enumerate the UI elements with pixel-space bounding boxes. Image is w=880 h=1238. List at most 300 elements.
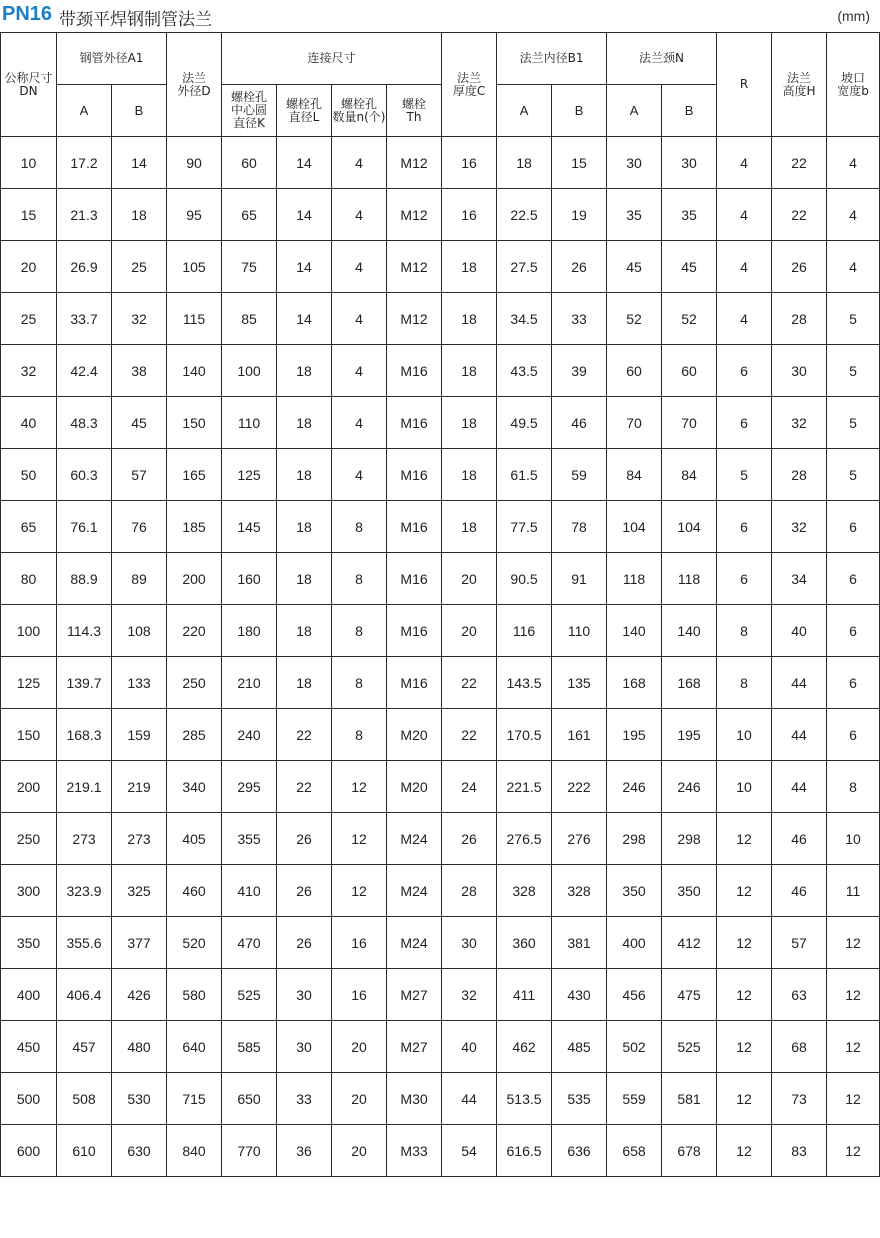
table-cell: 381 [552, 917, 607, 969]
table-cell: 4 [717, 293, 772, 345]
table-row [1, 501, 880, 553]
table-cell: 600 [1, 1125, 57, 1177]
table-cell: 26 [772, 241, 827, 293]
table-cell: 295 [222, 761, 277, 813]
table-cell: 6 [827, 501, 880, 553]
table-cell: 10 [1, 137, 57, 189]
table-cell: 105 [167, 241, 222, 293]
table-row [1, 1021, 880, 1073]
table-cell: 52 [607, 293, 662, 345]
header-n: 螺栓孔 数量n(个) [332, 85, 387, 137]
header-b1: 法兰内径B1 [497, 33, 607, 85]
table-cell: 60 [662, 345, 717, 397]
table-cell: 210 [222, 657, 277, 709]
table-cell: 33 [277, 1073, 332, 1125]
table-cell: 18 [277, 449, 332, 501]
table-cell: M12 [387, 189, 442, 241]
table-cell: 485 [552, 1021, 607, 1073]
table-cell: 40 [772, 605, 827, 657]
table-cell: 8 [332, 553, 387, 605]
table-cell: 200 [1, 761, 57, 813]
table-cell: 139.7 [57, 657, 112, 709]
table-cell: 525 [222, 969, 277, 1021]
table-cell: 32 [442, 969, 497, 1021]
table-cell: 35 [607, 189, 662, 241]
table-cell: 22.5 [497, 189, 552, 241]
table-cell: 46 [772, 865, 827, 917]
table-cell: 6 [717, 397, 772, 449]
table-cell: 340 [167, 761, 222, 813]
table-cell: 161 [552, 709, 607, 761]
table-cell: 145 [222, 501, 277, 553]
header-dn: 公称尺寸 DN [1, 33, 57, 137]
table-cell: 44 [442, 1073, 497, 1125]
table-cell: 77.5 [497, 501, 552, 553]
table-cell: 30 [277, 969, 332, 1021]
table-cell: 20 [442, 553, 497, 605]
table-cell: 10 [717, 709, 772, 761]
table-cell: M16 [387, 501, 442, 553]
table-cell: 5 [717, 449, 772, 501]
table-cell: 12 [717, 1073, 772, 1125]
table-cell: 525 [662, 1021, 717, 1073]
table-cell: 45 [607, 241, 662, 293]
table-cell: 200 [167, 553, 222, 605]
table-cell: 21.3 [57, 189, 112, 241]
table-cell: 88.9 [57, 553, 112, 605]
table-row [1, 397, 880, 449]
table-cell: 14 [277, 137, 332, 189]
header-neck-a: A [607, 85, 662, 137]
table-cell: M12 [387, 137, 442, 189]
table-cell: 430 [552, 969, 607, 1021]
table-cell: 4 [717, 137, 772, 189]
table-cell: 273 [57, 813, 112, 865]
table-cell: 70 [662, 397, 717, 449]
table-cell: 28 [772, 449, 827, 501]
table-row [1, 1125, 880, 1177]
header-neck-b: B [662, 85, 717, 137]
table-cell: 12 [827, 1073, 880, 1125]
table-cell: M24 [387, 813, 442, 865]
table-cell: 49.5 [497, 397, 552, 449]
table-cell: 426 [112, 969, 167, 1021]
table-cell: 20 [1, 241, 57, 293]
table-cell: 80 [1, 553, 57, 605]
table-cell: 246 [607, 761, 662, 813]
table-cell: 5 [827, 345, 880, 397]
table-cell: 298 [662, 813, 717, 865]
table-cell: 502 [607, 1021, 662, 1073]
table-cell: 140 [167, 345, 222, 397]
table-cell: 32 [112, 293, 167, 345]
table-cell: 581 [662, 1073, 717, 1125]
table-cell: 185 [167, 501, 222, 553]
table-cell: M16 [387, 345, 442, 397]
table-cell: 6 [717, 501, 772, 553]
table-cell: M16 [387, 553, 442, 605]
table-cell: 18 [277, 345, 332, 397]
table-cell: 4 [827, 241, 880, 293]
table-cell: 39 [552, 345, 607, 397]
table-cell: 360 [497, 917, 552, 969]
table-cell: 355 [222, 813, 277, 865]
table-cell: 22 [277, 709, 332, 761]
table-cell: 276 [552, 813, 607, 865]
table-cell: 76 [112, 501, 167, 553]
table-cell: 4 [332, 241, 387, 293]
table-cell: 30 [442, 917, 497, 969]
table-cell: 48.3 [57, 397, 112, 449]
table-cell: 20 [442, 605, 497, 657]
table-cell: 616.5 [497, 1125, 552, 1177]
header-neck: 法兰颈N [607, 33, 717, 85]
table-cell: 325 [112, 865, 167, 917]
table-cell: 530 [112, 1073, 167, 1125]
table-cell: 285 [167, 709, 222, 761]
table-cell: 8 [717, 657, 772, 709]
table-cell: 513.5 [497, 1073, 552, 1125]
table-cell: 12 [717, 917, 772, 969]
table-cell: 30 [607, 137, 662, 189]
table-cell: 42.4 [57, 345, 112, 397]
table-cell: 63 [772, 969, 827, 1021]
table-cell: 89 [112, 553, 167, 605]
header-k: 螺栓孔 中心圆 直径K [222, 85, 277, 137]
table-cell: 110 [552, 605, 607, 657]
table-cell: 116 [497, 605, 552, 657]
table-row [1, 241, 880, 293]
table-cell: 18 [112, 189, 167, 241]
table-cell: 40 [442, 1021, 497, 1073]
table-cell: 220 [167, 605, 222, 657]
table-cell: 26 [442, 813, 497, 865]
table-cell: 50 [1, 449, 57, 501]
table-cell: 4 [332, 189, 387, 241]
table-cell: 18 [497, 137, 552, 189]
table-cell: 18 [277, 501, 332, 553]
table-cell: 45 [112, 397, 167, 449]
table-cell: 30 [772, 345, 827, 397]
table-cell: 4 [717, 189, 772, 241]
table-cell: 6 [717, 553, 772, 605]
table-cell: 246 [662, 761, 717, 813]
table-cell: 26 [277, 865, 332, 917]
table-cell: 24 [442, 761, 497, 813]
table-cell: 150 [1, 709, 57, 761]
table-cell: 8 [332, 709, 387, 761]
table-cell: 160 [222, 553, 277, 605]
table-cell: 18 [442, 345, 497, 397]
header-h: 法兰 高度H [772, 33, 827, 137]
table-cell: 12 [717, 865, 772, 917]
table-cell: 585 [222, 1021, 277, 1073]
table-cell: 4 [827, 189, 880, 241]
header-a1-a: A [57, 85, 112, 137]
table-cell: 328 [552, 865, 607, 917]
table-cell: 462 [497, 1021, 552, 1073]
table-cell: 535 [552, 1073, 607, 1125]
table-cell: 84 [607, 449, 662, 501]
table-cell: 222 [552, 761, 607, 813]
table-cell: 90 [167, 137, 222, 189]
table-cell: 406.4 [57, 969, 112, 1021]
table-cell: 14 [277, 241, 332, 293]
table-cell: 60.3 [57, 449, 112, 501]
table-cell: 6 [717, 345, 772, 397]
table-cell: 40 [1, 397, 57, 449]
table-cell: 44 [772, 657, 827, 709]
table-cell: 400 [607, 917, 662, 969]
table-cell: 118 [607, 553, 662, 605]
table-row [1, 761, 880, 813]
table-cell: 4 [332, 345, 387, 397]
table-cell: 44 [772, 761, 827, 813]
table-cell: 350 [1, 917, 57, 969]
table-cell: 57 [772, 917, 827, 969]
table-cell: 168 [607, 657, 662, 709]
table-cell: 26 [552, 241, 607, 293]
table-cell: 636 [552, 1125, 607, 1177]
table-cell: 17.2 [57, 137, 112, 189]
table-cell: 170.5 [497, 709, 552, 761]
table-cell: 12 [827, 1021, 880, 1073]
table-cell: 95 [167, 189, 222, 241]
table-cell: 12 [717, 813, 772, 865]
table-cell: 35 [662, 189, 717, 241]
table-cell: 840 [167, 1125, 222, 1177]
table-cell: 300 [1, 865, 57, 917]
header-bevel: 坡口 宽度b [827, 33, 880, 137]
table-cell: 20 [332, 1073, 387, 1125]
table-cell: 46 [772, 813, 827, 865]
table-cell: 4 [332, 293, 387, 345]
table-row [1, 813, 880, 865]
table-cell: 457 [57, 1021, 112, 1073]
table-cell: 16 [442, 137, 497, 189]
table-cell: 125 [1, 657, 57, 709]
table-cell: 20 [332, 1021, 387, 1073]
header-r: R [717, 33, 772, 137]
table-cell: 412 [662, 917, 717, 969]
table-cell: 22 [772, 137, 827, 189]
table-cell: 26 [277, 813, 332, 865]
table-cell: 15 [552, 137, 607, 189]
table-cell: M24 [387, 917, 442, 969]
table-cell: 33.7 [57, 293, 112, 345]
table-row [1, 657, 880, 709]
header-a1: 钢管外径A1 [57, 33, 167, 85]
table-cell: 580 [167, 969, 222, 1021]
table-cell: 25 [1, 293, 57, 345]
table-cell: 10 [717, 761, 772, 813]
table-cell: 114.3 [57, 605, 112, 657]
table-cell: 18 [442, 449, 497, 501]
table-cell: 276.5 [497, 813, 552, 865]
table-cell: 377 [112, 917, 167, 969]
table-cell: 8 [332, 605, 387, 657]
table-row [1, 709, 880, 761]
table-cell: 73 [772, 1073, 827, 1125]
table-cell: 34.5 [497, 293, 552, 345]
table-cell: 8 [717, 605, 772, 657]
table-cell: 18 [277, 657, 332, 709]
table-cell: 12 [332, 865, 387, 917]
table-row [1, 293, 880, 345]
table-cell: 298 [607, 813, 662, 865]
table-cell: 91 [552, 553, 607, 605]
table-cell: 168.3 [57, 709, 112, 761]
table-cell: 219 [112, 761, 167, 813]
table-cell: 100 [1, 605, 57, 657]
table-cell: M27 [387, 1021, 442, 1073]
table-cell: 118 [662, 553, 717, 605]
table-cell: 328 [497, 865, 552, 917]
table-cell: 12 [827, 969, 880, 1021]
table-cell: 83 [772, 1125, 827, 1177]
table-cell: 46 [552, 397, 607, 449]
table-cell: 12 [827, 917, 880, 969]
table-cell: 350 [607, 865, 662, 917]
table-cell: 4 [717, 241, 772, 293]
table-cell: 76.1 [57, 501, 112, 553]
table-cell: M33 [387, 1125, 442, 1177]
table-cell: 221.5 [497, 761, 552, 813]
table-cell: 16 [332, 917, 387, 969]
table-cell: 78 [552, 501, 607, 553]
table-cell: 30 [277, 1021, 332, 1073]
table-cell: 11 [827, 865, 880, 917]
table-cell: 559 [607, 1073, 662, 1125]
table-cell: 16 [332, 969, 387, 1021]
table-cell: 5 [827, 449, 880, 501]
table-cell: 678 [662, 1125, 717, 1177]
table-cell: M12 [387, 293, 442, 345]
table-cell: 59 [552, 449, 607, 501]
table-cell: 65 [1, 501, 57, 553]
table-cell: 500 [1, 1073, 57, 1125]
table-cell: 8 [332, 657, 387, 709]
table-cell: M27 [387, 969, 442, 1021]
table-cell: 32 [772, 501, 827, 553]
table-cell: 44 [772, 709, 827, 761]
table-cell: 25 [112, 241, 167, 293]
table-cell: 520 [167, 917, 222, 969]
table-cell: 18 [442, 293, 497, 345]
table-cell: 108 [112, 605, 167, 657]
table-cell: 6 [827, 657, 880, 709]
table-cell: 12 [332, 813, 387, 865]
table-cell: 52 [662, 293, 717, 345]
header-b1-b: B [552, 85, 607, 137]
table-cell: 450 [1, 1021, 57, 1073]
header-l: 螺栓孔 直径L [277, 85, 332, 137]
table-cell: 140 [607, 605, 662, 657]
table-cell: 57 [112, 449, 167, 501]
table-cell: 5 [827, 293, 880, 345]
table-cell: 715 [167, 1073, 222, 1125]
table-cell: 26 [277, 917, 332, 969]
table-cell: 14 [277, 189, 332, 241]
table-cell: 115 [167, 293, 222, 345]
table-cell: M16 [387, 397, 442, 449]
table-cell: 125 [222, 449, 277, 501]
table-cell: 273 [112, 813, 167, 865]
table-cell: 22 [772, 189, 827, 241]
table-cell: M12 [387, 241, 442, 293]
table-cell: 180 [222, 605, 277, 657]
table-cell: 133 [112, 657, 167, 709]
table-cell: 61.5 [497, 449, 552, 501]
table-cell: 36 [277, 1125, 332, 1177]
header-conn: 连接尺寸 [222, 33, 442, 85]
table-cell: M20 [387, 709, 442, 761]
table-cell: 38 [112, 345, 167, 397]
table-cell: 159 [112, 709, 167, 761]
table-cell: 10 [827, 813, 880, 865]
table-cell: M20 [387, 761, 442, 813]
header-b1-a: A [497, 85, 552, 137]
table-cell: M30 [387, 1073, 442, 1125]
table-row [1, 865, 880, 917]
header-a1-b: B [112, 85, 167, 137]
table-cell: 32 [772, 397, 827, 449]
table-cell: 70 [607, 397, 662, 449]
table-cell: 104 [607, 501, 662, 553]
table-cell: 456 [607, 969, 662, 1021]
table-cell: 32 [1, 345, 57, 397]
table-cell: 8 [827, 761, 880, 813]
title-text: 带颈平焊钢制管法兰 [59, 10, 212, 30]
table-cell: 470 [222, 917, 277, 969]
table-cell: 140 [662, 605, 717, 657]
table-cell: 475 [662, 969, 717, 1021]
table-cell: M16 [387, 605, 442, 657]
table-cell: 6 [827, 605, 880, 657]
table-cell: 15 [1, 189, 57, 241]
table-cell: 165 [167, 449, 222, 501]
table-cell: 22 [277, 761, 332, 813]
table-cell: 135 [552, 657, 607, 709]
table-cell: 350 [662, 865, 717, 917]
table-cell: 195 [607, 709, 662, 761]
table-cell: 150 [167, 397, 222, 449]
table-cell: 8 [332, 501, 387, 553]
table-cell: 68 [772, 1021, 827, 1073]
table-cell: 610 [57, 1125, 112, 1177]
table-cell: 4 [332, 137, 387, 189]
table-cell: 33 [552, 293, 607, 345]
table-cell: 43.5 [497, 345, 552, 397]
table-cell: 411 [497, 969, 552, 1021]
table-cell: 770 [222, 1125, 277, 1177]
table-cell: 18 [442, 501, 497, 553]
table-cell: 12 [827, 1125, 880, 1177]
table-cell: 250 [167, 657, 222, 709]
table-cell: 658 [607, 1125, 662, 1177]
table-cell: 100 [222, 345, 277, 397]
table-cell: 75 [222, 241, 277, 293]
table-cell: 18 [277, 553, 332, 605]
table-cell: 12 [717, 1021, 772, 1073]
table-cell: 4 [332, 397, 387, 449]
table-cell: 143.5 [497, 657, 552, 709]
table-cell: 14 [277, 293, 332, 345]
table-cell: 18 [277, 397, 332, 449]
table-cell: 34 [772, 553, 827, 605]
unit-label: (mm) [837, 8, 870, 24]
table-row [1, 449, 880, 501]
